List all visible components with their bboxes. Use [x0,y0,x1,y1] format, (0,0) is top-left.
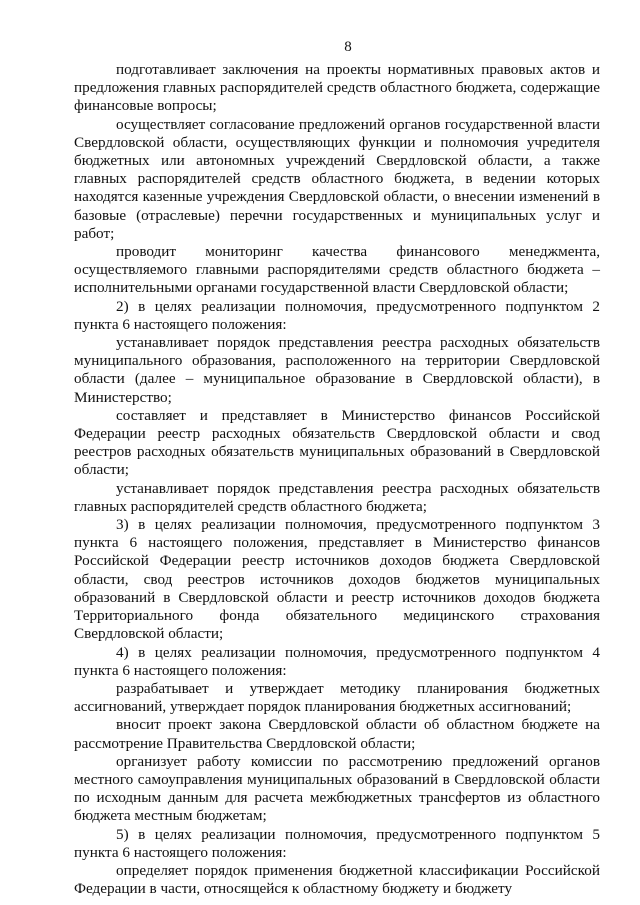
paragraph: организует работу комиссии по рассмотрению предложений органов местного самоуправления муниципальных образований в Свердловской области по исходным данным для расчета межбюджетных трансфертов из областного бюджета местным бюджетам; [74,752,600,825]
paragraph: разрабатывает и утверждает методику планирования бюджетных ассигнований, утверждает порядок планирования бюджетных ассигнований; [74,679,600,716]
paragraph: проводит мониторинг качества финансового менеджмента, осуществляемого главными распорядителями средств областного бюджета – исполнительными органами государственной власти Свердловской области; [74,243,600,297]
paragraph: 5) в целях реализации полномочия, предусмотренного подпунктом 5 пункта 6 настоящего положения: [74,825,600,861]
document-body [74,61,600,898]
paragraph: 3) в целях реализации полномочия, предусмотренного подпунктом 3 пункта 6 настоящего положения, представляет в Министерство финансов Российской Федерации реестр источников доходов бюджета Свердловской области, свод реестров источников доходов бюджетов муниципальных образований в Свердловской области и реестр источников доходов бюджета Территориального фонда обязательного медицинского страхования Свердловской области; [74,516,600,643]
paragraph: устанавливает порядок представления реестра расходных обязательств муниципального образования, расположенного на территории Свердловской области (далее – муниципальное образование в Свердловской области), в Министерство; [74,334,600,406]
paragraph: 4) в целях реализации полномочия, предусмотренного подпунктом 4 пункта 6 настоящего положения: [74,643,600,679]
paragraph: подготавливает заключения на проекты нормативных правовых актов и предложения главных распорядителей средств областного бюджета, содержащие финансовые вопросы; [74,61,600,115]
paragraph: осуществляет согласование предложений органов государственной власти Свердловской области, осуществляющих функции и полномочия учредителя бюджетных или автономных учреждений Свердловской области, а также главных распорядителей средств областного бюджета, в ведении которых находятся казенные учреждения Свердловской области, о внесении изменений в базовые (отраслевые) перечни государственных и муниципальных услуг и работ; [74,115,600,242]
paragraph: устанавливает порядок представления реестра расходных обязательств главных распорядителей средств областного бюджета; [74,479,600,515]
paragraph: вносит проект закона Свердловской области об областном бюджете на рассмотрение Правительства Свердловской области; [74,716,600,752]
paragraph: 2) в целях реализации полномочия, предусмотренного подпунктом 2 пункта 6 настоящего положения: [74,297,600,333]
page-number: 8 [344,39,352,55]
paragraph: составляет и представляет в Министерство финансов Российской Федерации реестр расходных обязательств Свердловской области и свод реестров расходных обязательств муниципальных образований в Свердловской области; [74,406,600,479]
paragraph: определяет порядок применения бюджетной классификации Российской Федерации в части, относящейся к областному бюджету и бюджету [74,861,600,898]
